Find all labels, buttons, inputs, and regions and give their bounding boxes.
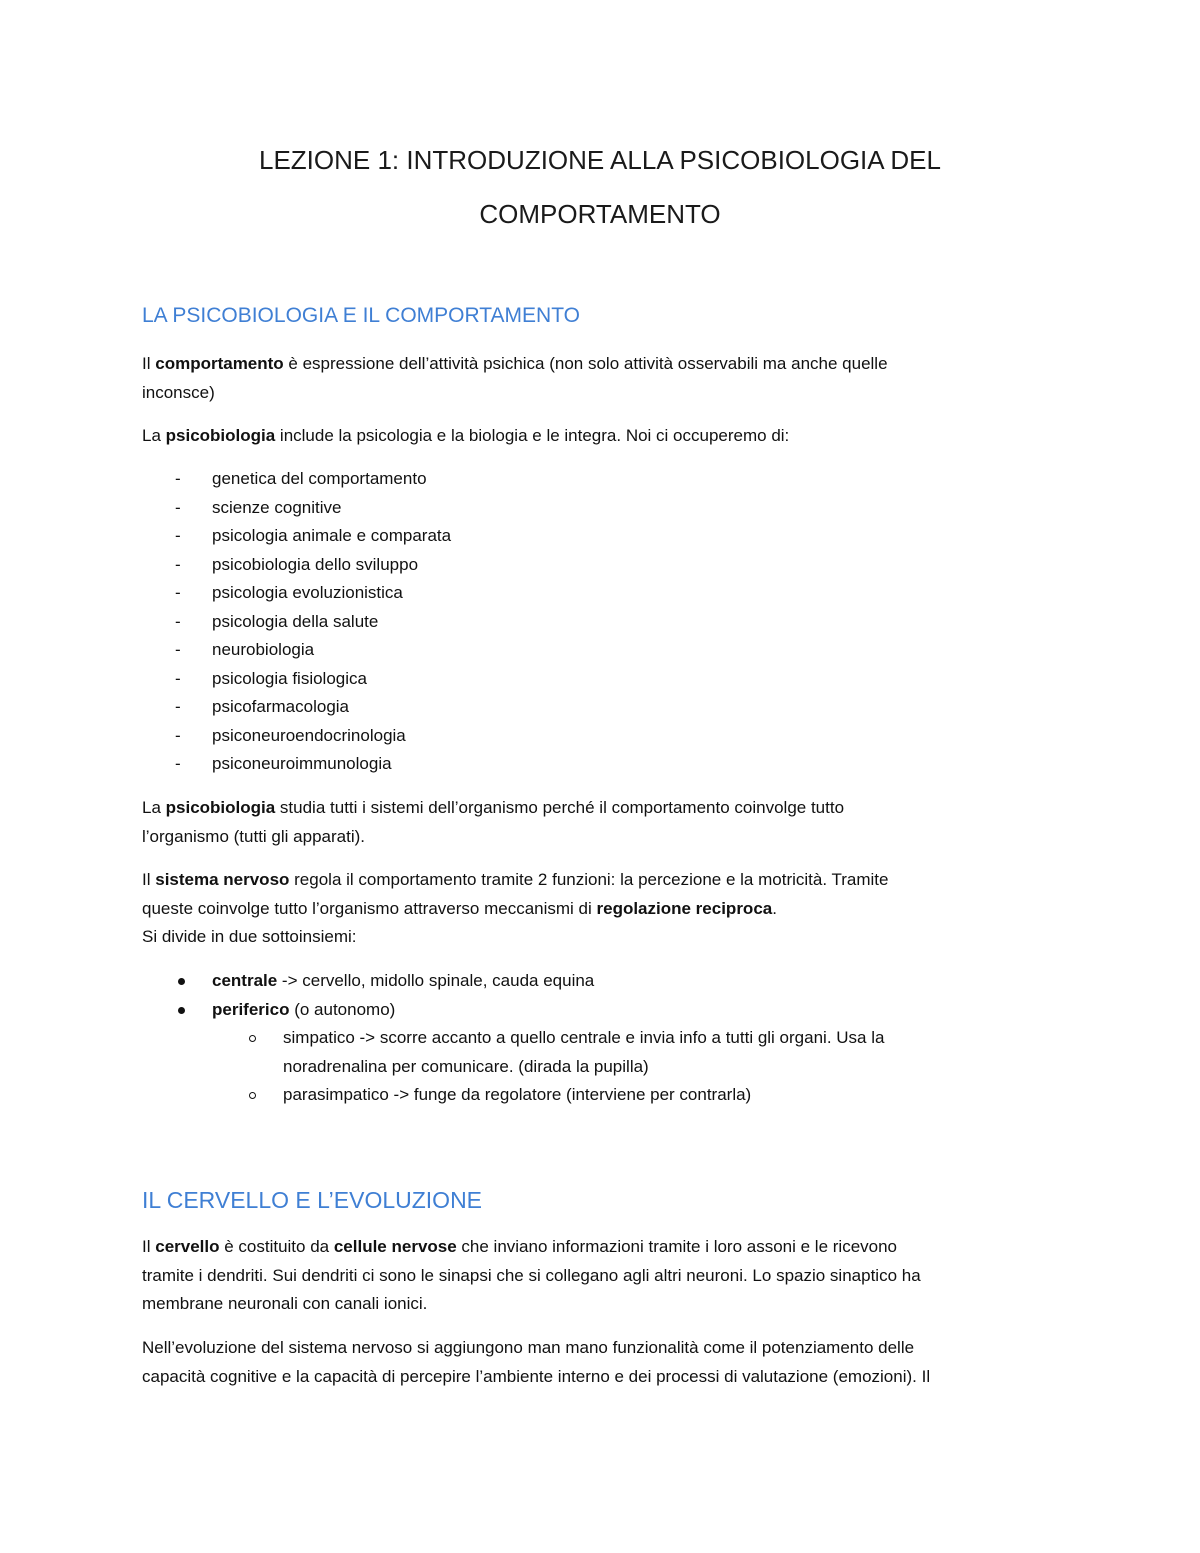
- text-run: .: [772, 898, 777, 918]
- bullet-icon: [178, 978, 185, 985]
- list-item-label: psicologia fisiologica: [212, 668, 367, 688]
- paragraph-line: inconsce): [142, 382, 215, 402]
- bullet-item-simpatico: [283, 1024, 884, 1081]
- dash-marker: -: [175, 697, 181, 716]
- text-run: Il: [142, 1237, 156, 1256]
- bullet-item-centrale: [212, 967, 594, 996]
- paragraph-evoluzione: [142, 1334, 1062, 1391]
- text-run: noradrenalina per comunicare. (dirada la pupilla): [283, 1056, 649, 1076]
- bold-term: cervello: [155, 1237, 220, 1256]
- dash-marker: -: [175, 469, 181, 488]
- list-item-label: neurobiologia: [212, 640, 315, 659]
- list-item: [175, 750, 392, 778]
- paragraph-psicobiologia-intro: [142, 422, 1062, 451]
- list-item: [175, 665, 367, 693]
- bold-term: comportamento: [155, 354, 284, 373]
- text-run: che inviano informazioni tramite i loro assoni e le ricevono: [456, 1237, 898, 1256]
- bold-term: regolazione reciproca: [596, 898, 773, 918]
- list-item-label: psicologia della salute: [212, 611, 379, 631]
- paragraph-line: Nell’evoluzione del sistema nervoso si aggiungono man mano funzionalità come il potenziamento delle: [142, 1338, 915, 1357]
- paragraph-sistemi-organismo: [142, 794, 1062, 851]
- title-line-1: LEZIONE 1: INTRODUZIONE ALLA PSICOBIOLOGIA DEL: [259, 145, 941, 175]
- text-run: studia tutti i sistemi dell’organismo perché il comportamento coinvolge tutto: [275, 798, 845, 817]
- paragraph-line: [142, 866, 1062, 895]
- list-item: [175, 494, 341, 522]
- text-run: regola il comportamento tramite 2 funzioni: la percezione e la motricità. Tramite: [289, 870, 889, 889]
- bold-term: cellule nervose: [333, 1237, 457, 1256]
- bullet-item-parasimpatico: parasimpatico -> funge da regolatore (interviene per contrarla): [283, 1085, 752, 1104]
- section-heading-cervello: IL CERVELLO E L’EVOLUZIONE: [142, 1187, 483, 1213]
- list-item: [175, 522, 451, 550]
- text-run: Il: [142, 870, 156, 889]
- list-item: [175, 579, 403, 607]
- paragraph-line: tramite i dendriti. Sui dendriti ci sono le sinapsi che si collegano agli altri neuroni. Lo spazio sinaptico ha: [142, 1265, 921, 1285]
- list-item-label: scienze cognitive: [212, 497, 342, 517]
- list-item-label: psicologia evoluzionistica: [212, 583, 403, 602]
- list-item: [175, 608, 378, 636]
- dash-marker: -: [175, 611, 181, 631]
- paragraph-comportamento: [142, 350, 1062, 407]
- list-item-label: psicobiologia dello sviluppo: [212, 554, 419, 574]
- list-item-label: psicofarmacologia: [212, 697, 350, 716]
- dash-marker: -: [175, 497, 181, 517]
- dash-marker: -: [175, 668, 181, 688]
- paragraph-line: [142, 350, 1062, 379]
- text-run: include la psicologia e la biologia e le integra. Noi ci occuperemo di:: [275, 426, 790, 445]
- list-item: [175, 551, 418, 579]
- list-item: [175, 693, 349, 721]
- paragraph-line: capacità cognitive e la capacità di percepire l’ambiente interno e dei processi di valutazione (emozioni). Il: [142, 1366, 931, 1386]
- text-run: simpatico -> scorre accanto a quello centrale e invia info a tutti gli organi. Usa la: [283, 1028, 885, 1047]
- text-run: è espressione dell’attività psichica (non solo attività osservabili ma anche quelle: [283, 354, 888, 373]
- bold-term: periferico: [212, 1000, 290, 1019]
- dash-marker: -: [175, 526, 181, 545]
- dash-marker: -: [175, 640, 181, 659]
- paragraph-sistema-nervoso: [142, 866, 1062, 952]
- text-run: (o autonomo): [289, 1000, 396, 1019]
- bullet-icon: [178, 1007, 185, 1014]
- paragraph-cervello: [142, 1233, 1062, 1319]
- paragraph-line: [142, 895, 1062, 924]
- dash-marker: -: [175, 554, 181, 574]
- bold-term: psicobiologia: [165, 798, 276, 817]
- title-line-2: COMPORTAMENTO: [479, 199, 721, 229]
- bold-term: centrale: [212, 971, 278, 990]
- text-run: Il: [142, 354, 156, 373]
- page-title: [0, 138, 1200, 236]
- section-heading-psicobiologia: LA PSICOBIOLOGIA E IL COMPORTAMENTO: [142, 304, 581, 327]
- list-item: [175, 636, 314, 664]
- circle-bullet-icon: [249, 1092, 256, 1099]
- dash-marker: -: [175, 725, 181, 745]
- text-run: è costituito da: [219, 1237, 334, 1256]
- text-run: -> cervello, midollo spinale, cauda equina: [277, 971, 595, 990]
- paragraph-line: l’organismo (tutti gli apparati).: [142, 826, 365, 846]
- list-item-label: psiconeuroimmunologia: [212, 754, 392, 773]
- paragraph-line: [142, 1233, 1062, 1262]
- paragraph-line: [142, 794, 1062, 823]
- text-run: La: [142, 798, 166, 817]
- paragraph-line: membrane neuronali con canali ionici.: [142, 1294, 428, 1313]
- paragraph-line: Si divide in due sottoinsiemi:: [142, 927, 357, 946]
- dash-marker: -: [175, 754, 181, 773]
- list-item-label: psicologia animale e comparata: [212, 526, 452, 545]
- list-item: [175, 722, 406, 750]
- list-item-label: genetica del comportamento: [212, 469, 427, 488]
- dash-marker: -: [175, 583, 181, 602]
- text-run: La: [142, 426, 166, 445]
- list-item: [175, 465, 427, 493]
- paragraph-line: [142, 422, 1062, 451]
- bullet-item-periferico: [212, 996, 395, 1025]
- circle-bullet-icon: [249, 1035, 256, 1042]
- bold-term: psicobiologia: [165, 426, 276, 445]
- list-item-label: psiconeuroendocrinologia: [212, 725, 406, 745]
- text-run: queste coinvolge tutto l’organismo attraverso meccanismi di: [142, 898, 597, 918]
- bold-term: sistema nervoso: [155, 870, 290, 889]
